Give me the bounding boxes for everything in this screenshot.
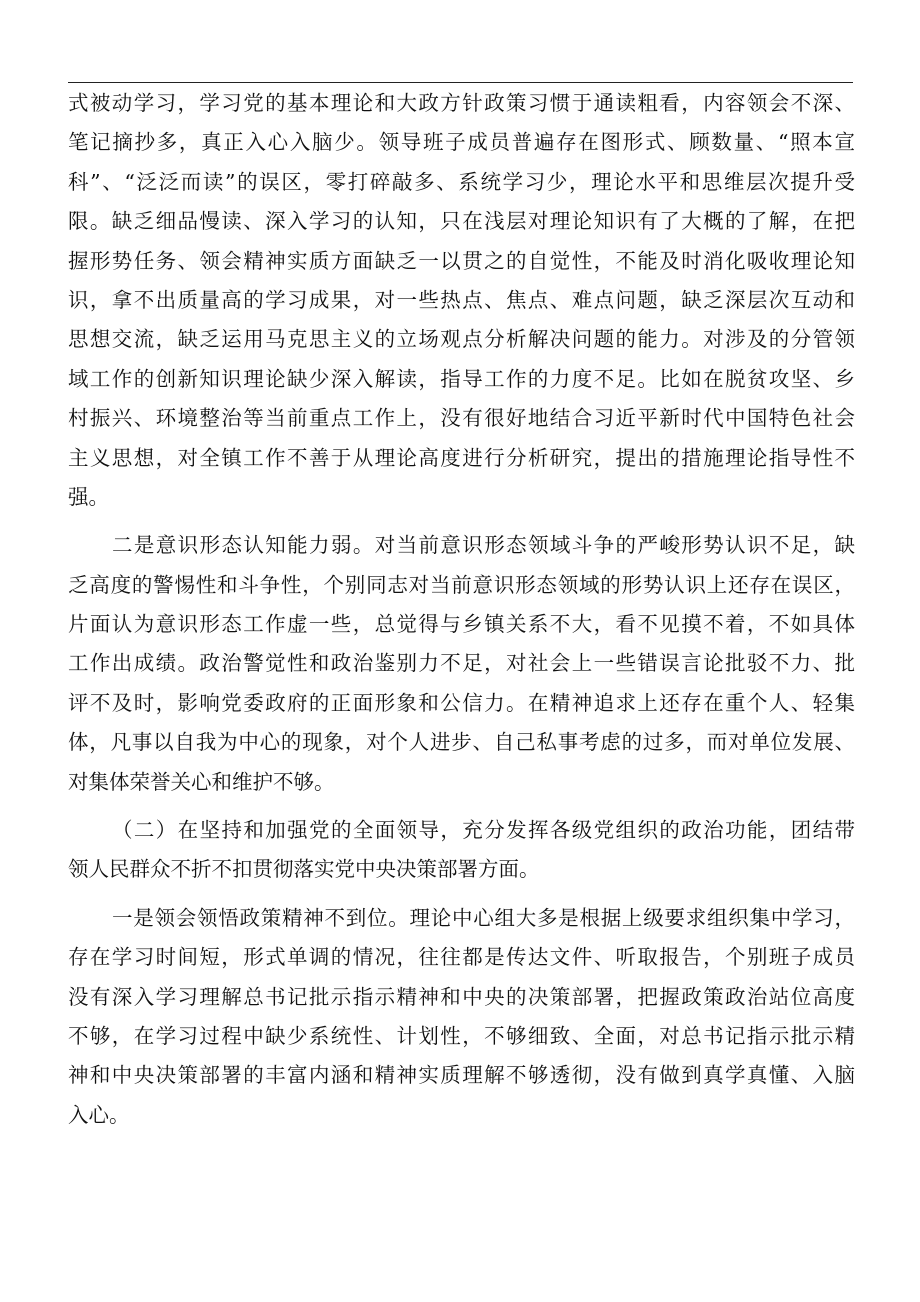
text-line: 强。 bbox=[68, 484, 109, 509]
text-line: 存在学习时间短，形式单调的情况，往往都是传达文件、听取报告，个别班子成员 bbox=[68, 945, 855, 970]
text-line: 握形势任务、领会精神实质方面缺乏一以贯之的自觉性，不能及时消化吸收理论知 bbox=[68, 248, 855, 273]
text-line: 评不及时，影响党委政府的正面形象和公信力。在精神追求上还存在重个人、轻集 bbox=[68, 690, 855, 715]
text-line: 限。缺乏细品慢读、深入学习的认知，只在浅层对理论知识有了大概的了解，在把 bbox=[68, 209, 855, 234]
text-line: 乏高度的警惕性和斗争性，个别同志对当前意识形态领域的形势认识上还存在误区， bbox=[68, 572, 855, 597]
text-line: 一是领会领悟政策精神不到位。理论中心组大多是根据上级要求组织集中学习， bbox=[112, 905, 855, 930]
text-line: 入心。 bbox=[68, 1102, 130, 1127]
text-line: 工作出成绩。政治警觉性和政治鉴别力不足，对社会上一些错误言论批驳不力、批 bbox=[68, 651, 855, 676]
paragraph-policy-spirit bbox=[68, 899, 855, 1135]
text-line: 思想交流，缺乏运用马克思主义的立场观点分析解决问题的能力。对涉及的分管领 bbox=[68, 327, 855, 352]
text-line: 村振兴、环境整治等当前重点工作上，没有很好地结合习近平新时代中国特色社会 bbox=[68, 406, 855, 431]
text-line: 域工作的创新知识理论缺少深入解读，指导工作的力度不足。比如在脱贫攻坚、乡 bbox=[68, 366, 855, 391]
paragraph-spacer bbox=[68, 802, 855, 811]
text-line: 没有深入学习理解总书记批示指示精神和中央的决策部署，把握政策政治站位高度 bbox=[68, 984, 855, 1009]
text-line: 对集体荣誉关心和维护不够。 bbox=[68, 769, 335, 794]
text-line: （二）在坚持和加强党的全面领导，充分发挥各级党组织的政治功能，团结带 bbox=[112, 818, 855, 843]
text-line: 科”、“泛泛而读”的误区，零打碎敲多、系统学习少，理论水平和思维层次提升受 bbox=[68, 169, 855, 194]
paragraph-ideology bbox=[68, 526, 855, 802]
header-rule bbox=[68, 82, 853, 83]
text-line: 识，拿不出质量高的学习成果，对一些热点、焦点、难点问题，缺乏深层次互动和 bbox=[68, 287, 855, 312]
paragraph-spacer bbox=[68, 890, 855, 899]
text-line: 不够，在学习过程中缺少系统性、计划性，不够细致、全面，对总书记指示批示精 bbox=[68, 1023, 855, 1048]
text-line: 主义思想，对全镇工作不善于从理论高度进行分析研究，提出的措施理论指导性不 bbox=[68, 445, 855, 470]
paragraph-section-two-heading bbox=[68, 811, 855, 890]
text-line: 片面认为意识形态工作虚一些，总觉得与乡镇关系不大，看不见摸不着，不如具体 bbox=[68, 612, 855, 637]
document-body bbox=[68, 84, 855, 1135]
text-line: 式被动学习，学习党的基本理论和大政方针政策习惯于通读粗看，内容领会不深、 bbox=[68, 91, 855, 115]
paragraph-study-style bbox=[68, 84, 855, 517]
text-line: 笔记摘抄多，真正入心入脑少。领导班子成员普遍存在图形式、顾数量、“照本宣 bbox=[68, 130, 855, 155]
paragraph-spacer bbox=[68, 517, 855, 526]
text-line: 神和中央决策部署的丰富内涵和精神实质理解不够透彻，没有做到真学真懂、入脑 bbox=[68, 1063, 855, 1088]
text-line: 二是意识形态认知能力弱。对当前意识形态领域斗争的严峻形势认识不足，缺 bbox=[112, 533, 855, 558]
text-line: 体，凡事以自我为中心的现象，对个人进步、自己私事考虑的过多，而对单位发展、 bbox=[68, 730, 855, 755]
text-line: 领人民群众不折不扣贯彻落实党中央决策部署方面。 bbox=[68, 857, 540, 882]
